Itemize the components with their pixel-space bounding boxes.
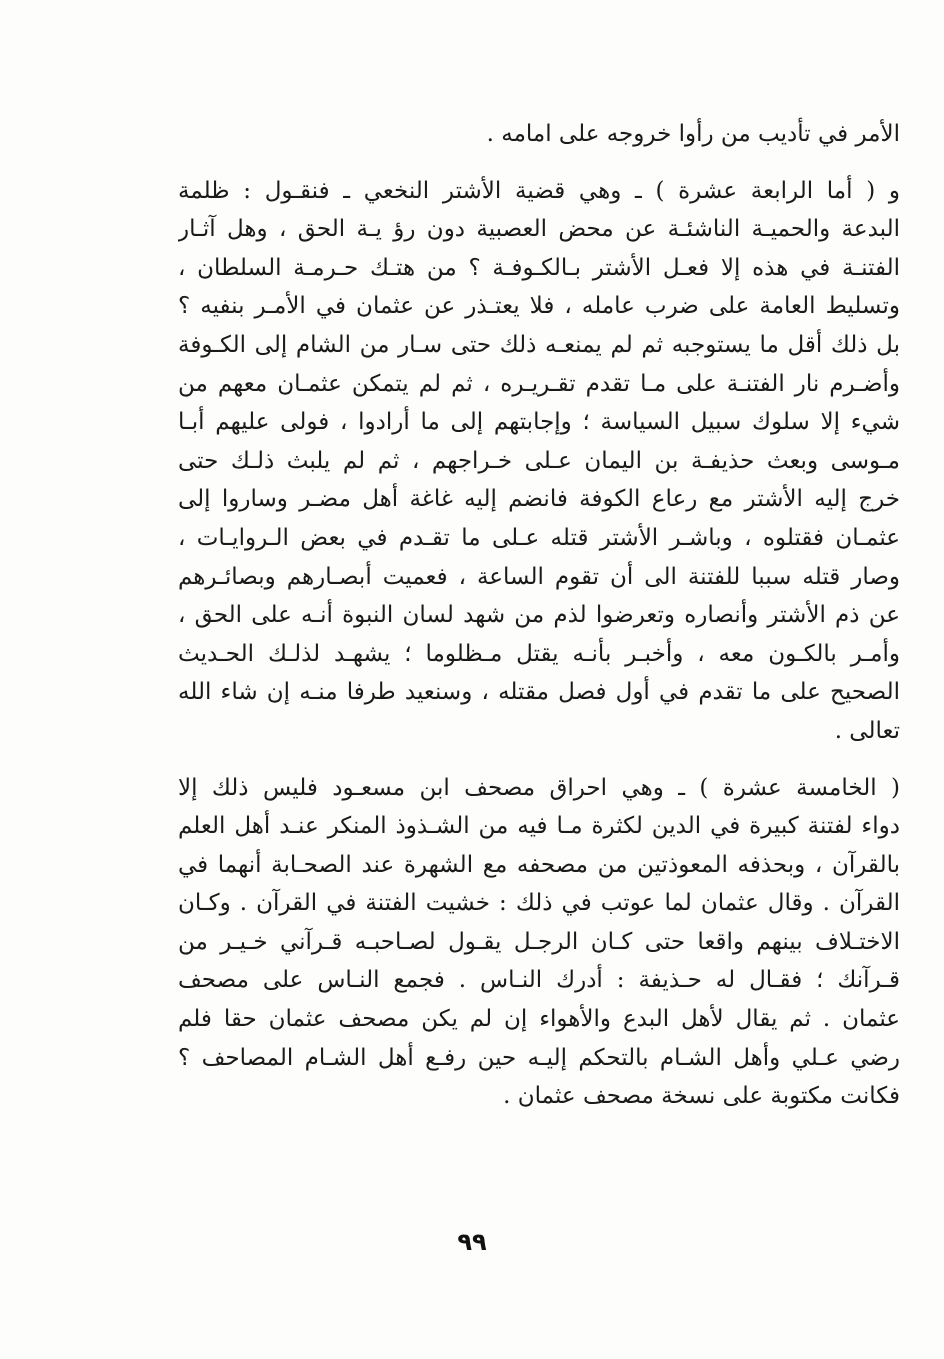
text-line: خرج إليه الأشتر مع رعاع الكوفة فانضم إليه غاغة أهل مضـر وساروا إلى [178, 486, 900, 513]
text-line: وتسليط العامة على ضرب عامله ، فلا يعتـذر عن عثمان في الأمـر بنفيه ؟ [178, 293, 900, 320]
text-line: فكانت مكتوبة على نسخة مصحف عثمان . [503, 1083, 900, 1110]
text-line: الأمر في تأديب من رأوا خروجه على امامه . [486, 121, 900, 147]
text-line: البدعة والحميـة الناشئـة عن محض العصبية دون رؤ يـة الحق ، وهل آثـار [178, 216, 900, 243]
text-line: بل ذلك أقل ما يستوجبه ثم لم يمنعـه ذلك حتى سـار من الشام إلى الكـوفة [178, 331, 900, 358]
text-line: مـوسى وبعث حذيفـة بن اليمان عـلى خـراجهم ، ثم لم يلبث ذلـك حتى [178, 447, 900, 474]
text-line: الفتنـة في هذه إلا فعـل الأشتر بـالكـوفـة ؟ من هتـك حـرمـة السلطان ، [178, 254, 900, 281]
text-line: دواء لفتنة كبيرة في الدين لكثرة مـا فيه من الشـذوذ المنكر عنـد أهل العلم [178, 813, 900, 840]
body-text [178, 115, 900, 1116]
text-line: عن ذم الأشتر وأنصاره وتعرضوا لذم من شهد لسان النبوة أنـه على الحق ، [178, 602, 900, 629]
text-line: و ( أما الرابعة عشرة ) ـ وهي قضية الأشتر النخعي ـ فنقـول : ظلمة [178, 177, 900, 204]
text-line: رضي عـلي وأهل الشـام بالتحكم إليـه حين رفـع أهل الشـام المصاحف ؟ [178, 1044, 900, 1071]
text-line: بالقرآن ، وبحذفه المعوذتين من مصحفه مع الشهرة عند الصحـابة أنهما في [178, 851, 900, 878]
text-line: قـرآنك ؛ فقـال له حـذيفة : أدرك النـاس . فجمع النـاس على مصحف [178, 967, 900, 994]
text-line: عثمـان فقتلوه ، وباشـر الأشتر قتله عـلى ما تقـدم في بعض الـروايـات ، [178, 524, 900, 551]
text-line: عثمان . ثم يقال لأهل البدع والأهواء إن لم يكن مصحف عثمان حقا فلم [178, 1006, 900, 1033]
text-line: وصار قتله سببا للفتنة الى أن تقوم الساعة ، فعميت أبصـارهم وبصائـرهم [178, 563, 900, 590]
text-line: الصحيح على ما تقدم في أول فصل مقتله ، وسنعيد طرفا منـه إن شاء الله [178, 679, 900, 706]
text-line: شيء إلا سلوك سبيل السياسة ؛ وإجابتهم إلى ما أرادوا ، فولى عليهم أبـا [178, 409, 900, 436]
page-number: ٩٩ [457, 1228, 487, 1256]
text-line: تعالى . [834, 717, 900, 744]
text-line: القرآن . وقال عثمان لما عوتب في ذلك : خشيت الفتنة في القرآن . وكـان [178, 890, 900, 917]
text-line: وأمـر بالكـون معه ، وأخبـر بأنـه يقتل مـظلوما ؛ يشهـد لذلـك الحـديث [178, 640, 900, 667]
text-line: الاختـلاف بينهم واقعا حتى كـان الرجـل يقـول لصـاحبـه قـرآني خـيـر من [178, 928, 900, 955]
text-line: وأضـرم نار الفتنـة على مـا تقدم تقـريـره ، ثم لم يتمكن عثمـان معهم من [178, 370, 900, 397]
text-line: ( الخامسة عشرة ) ـ وهي احراق مصحف ابن مسعـود فليس ذلك إلا [178, 774, 900, 801]
